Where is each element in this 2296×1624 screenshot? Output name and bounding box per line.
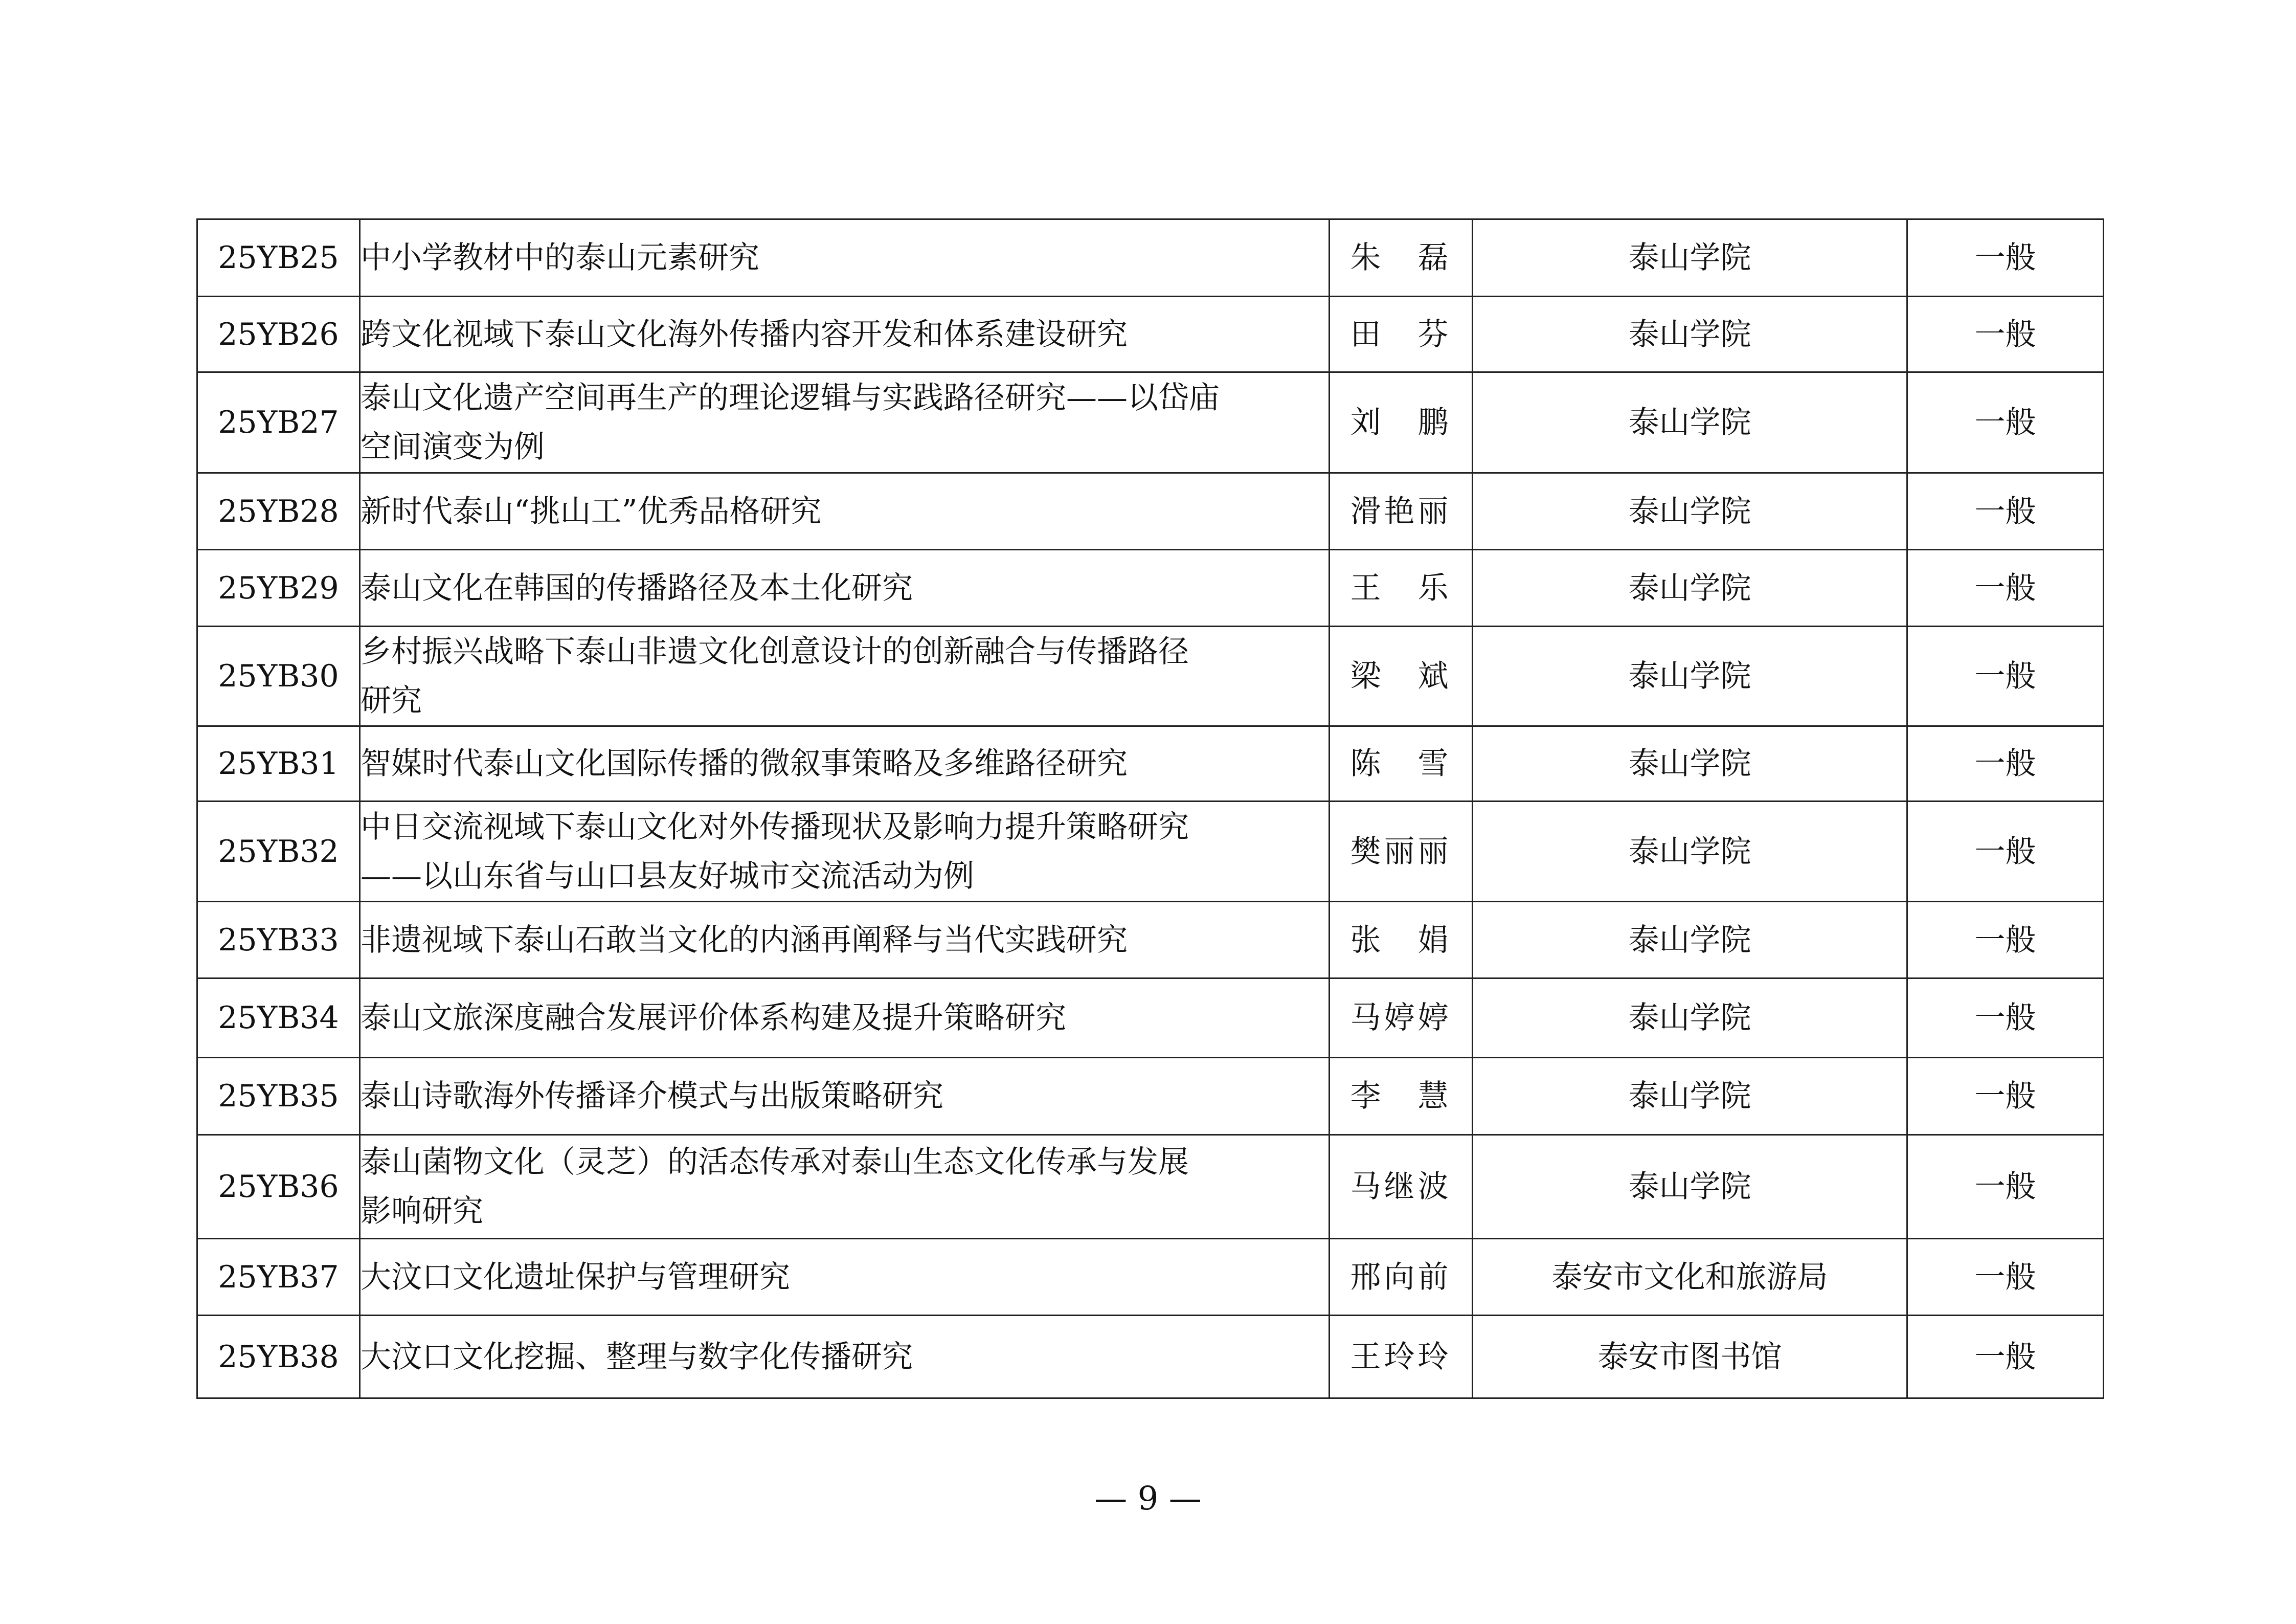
project-title-cell: 中小学教材中的泰山元素研究 xyxy=(360,219,1330,297)
project-unit-cell: 泰山学院 xyxy=(1473,902,1907,978)
project-unit-cell: 泰安市文化和旅游局 xyxy=(1473,1239,1907,1316)
project-category-cell: 一般 xyxy=(1907,219,2104,297)
project-unit-cell: 泰山学院 xyxy=(1473,726,1907,802)
project-title-cell xyxy=(360,627,1330,726)
project-category-cell: 一般 xyxy=(1907,1135,2104,1239)
project-title-cell: 智媒时代泰山文化国际传播的微叙事策略及多维路径研究 xyxy=(360,726,1330,802)
project-category-cell: 一般 xyxy=(1907,372,2104,473)
project-id-cell: 25YB34 xyxy=(197,978,360,1058)
project-title-cell: 泰山文旅深度融合发展评价体系构建及提升策略研究 xyxy=(360,978,1330,1058)
project-leader-cell: 李 慧 xyxy=(1330,1058,1473,1135)
project-id-cell: 25YB38 xyxy=(197,1316,360,1398)
project-id-cell: 25YB32 xyxy=(197,802,360,902)
project-unit-cell: 泰山学院 xyxy=(1473,473,1907,550)
project-unit-cell: 泰山学院 xyxy=(1473,297,1907,372)
project-title-line: 研究 xyxy=(361,683,422,719)
project-title-cell: 新时代泰山“挑山工”优秀品格研究 xyxy=(360,473,1330,550)
project-category-cell: 一般 xyxy=(1907,550,2104,627)
project-category-cell: 一般 xyxy=(1907,726,2104,802)
project-leader-cell: 刘 鹏 xyxy=(1330,372,1473,473)
project-leader-cell: 王 乐 xyxy=(1330,550,1473,627)
project-title-cell xyxy=(360,1135,1330,1239)
table-row xyxy=(197,627,2104,726)
project-category-cell: 一般 xyxy=(1907,627,2104,726)
project-id-cell: 25YB27 xyxy=(197,372,360,473)
project-leader-cell: 王玲玲 xyxy=(1330,1316,1473,1398)
table-row xyxy=(197,372,2104,473)
project-unit-cell: 泰山学院 xyxy=(1473,219,1907,297)
project-id-cell: 25YB36 xyxy=(197,1135,360,1239)
table-row xyxy=(197,219,2104,297)
project-unit-cell: 泰山学院 xyxy=(1473,1135,1907,1239)
project-title-line: 空间演变为例 xyxy=(361,429,545,465)
project-category-cell: 一般 xyxy=(1907,802,2104,902)
project-category-cell: 一般 xyxy=(1907,978,2104,1058)
project-unit-cell: 泰山学院 xyxy=(1473,802,1907,902)
project-title-line: 乡村振兴战略下泰山非遗文化创意设计的创新融合与传播路径 xyxy=(361,634,1189,670)
project-category-cell: 一般 xyxy=(1907,1058,2104,1135)
project-leader-cell: 朱 磊 xyxy=(1330,219,1473,297)
project-title-line: 影响研究 xyxy=(361,1193,483,1229)
project-unit-cell: 泰山学院 xyxy=(1473,978,1907,1058)
table-row xyxy=(197,1135,2104,1239)
project-id-cell: 25YB28 xyxy=(197,473,360,550)
table-row xyxy=(197,726,2104,802)
project-title-cell: 泰山诗歌海外传播译介模式与出版策略研究 xyxy=(360,1058,1330,1135)
project-title-cell: 泰山文化在韩国的传播路径及本土化研究 xyxy=(360,550,1330,627)
project-leader-cell: 张 娟 xyxy=(1330,902,1473,978)
project-title-line: ——以山东省与山口县友好城市交流活动为例 xyxy=(361,858,974,894)
table-row xyxy=(197,550,2104,627)
table-row xyxy=(197,1316,2104,1398)
project-leader-cell: 马婷婷 xyxy=(1330,978,1473,1058)
project-id-cell: 25YB33 xyxy=(197,902,360,978)
project-leader-cell: 田 芬 xyxy=(1330,297,1473,372)
project-unit-cell: 泰安市图书馆 xyxy=(1473,1316,1907,1398)
project-title-cell xyxy=(360,802,1330,902)
table-row xyxy=(197,978,2104,1058)
project-table-body xyxy=(197,219,2104,1398)
project-title-cell: 大汶口文化遗址保护与管理研究 xyxy=(360,1239,1330,1316)
project-unit-cell: 泰山学院 xyxy=(1473,1058,1907,1135)
table-row xyxy=(197,297,2104,372)
project-category-cell: 一般 xyxy=(1907,902,2104,978)
page-number: — 9 — xyxy=(1094,1480,1202,1518)
project-title-cell: 大汶口文化挖掘、整理与数字化传播研究 xyxy=(360,1316,1330,1398)
table-row xyxy=(197,802,2104,902)
project-leader-cell: 梁 斌 xyxy=(1330,627,1473,726)
project-leader-cell: 邢向前 xyxy=(1330,1239,1473,1316)
project-category-cell: 一般 xyxy=(1907,1239,2104,1316)
table-row xyxy=(197,1058,2104,1135)
project-unit-cell: 泰山学院 xyxy=(1473,372,1907,473)
project-id-cell: 25YB31 xyxy=(197,726,360,802)
table-row xyxy=(197,473,2104,550)
project-category-cell: 一般 xyxy=(1907,1316,2104,1398)
project-id-cell: 25YB30 xyxy=(197,627,360,726)
table-row xyxy=(197,1239,2104,1316)
project-title-cell xyxy=(360,372,1330,473)
project-title-cell: 跨文化视域下泰山文化海外传播内容开发和体系建设研究 xyxy=(360,297,1330,372)
project-id-cell: 25YB25 xyxy=(197,219,360,297)
project-unit-cell: 泰山学院 xyxy=(1473,627,1907,726)
project-id-cell: 25YB29 xyxy=(197,550,360,627)
project-table xyxy=(196,218,2104,1399)
project-leader-cell: 陈 雪 xyxy=(1330,726,1473,802)
project-leader-cell: 马继波 xyxy=(1330,1135,1473,1239)
project-unit-cell: 泰山学院 xyxy=(1473,550,1907,627)
table-row xyxy=(197,902,2104,978)
project-title-line: 中日交流视域下泰山文化对外传播现状及影响力提升策略研究 xyxy=(361,809,1189,845)
project-id-cell: 25YB35 xyxy=(197,1058,360,1135)
project-leader-cell: 樊丽丽 xyxy=(1330,802,1473,902)
project-title-line: 泰山文化遗产空间再生产的理论逻辑与实践路径研究——以岱庙 xyxy=(361,380,1220,416)
project-id-cell: 25YB37 xyxy=(197,1239,360,1316)
project-title-cell: 非遗视域下泰山石敢当文化的内涵再阐释与当代实践研究 xyxy=(360,902,1330,978)
project-category-cell: 一般 xyxy=(1907,473,2104,550)
project-title-line: 泰山菌物文化（灵芝）的活态传承对泰山生态文化传承与发展 xyxy=(361,1144,1189,1180)
project-leader-cell: 滑艳丽 xyxy=(1330,473,1473,550)
project-category-cell: 一般 xyxy=(1907,297,2104,372)
project-id-cell: 25YB26 xyxy=(197,297,360,372)
